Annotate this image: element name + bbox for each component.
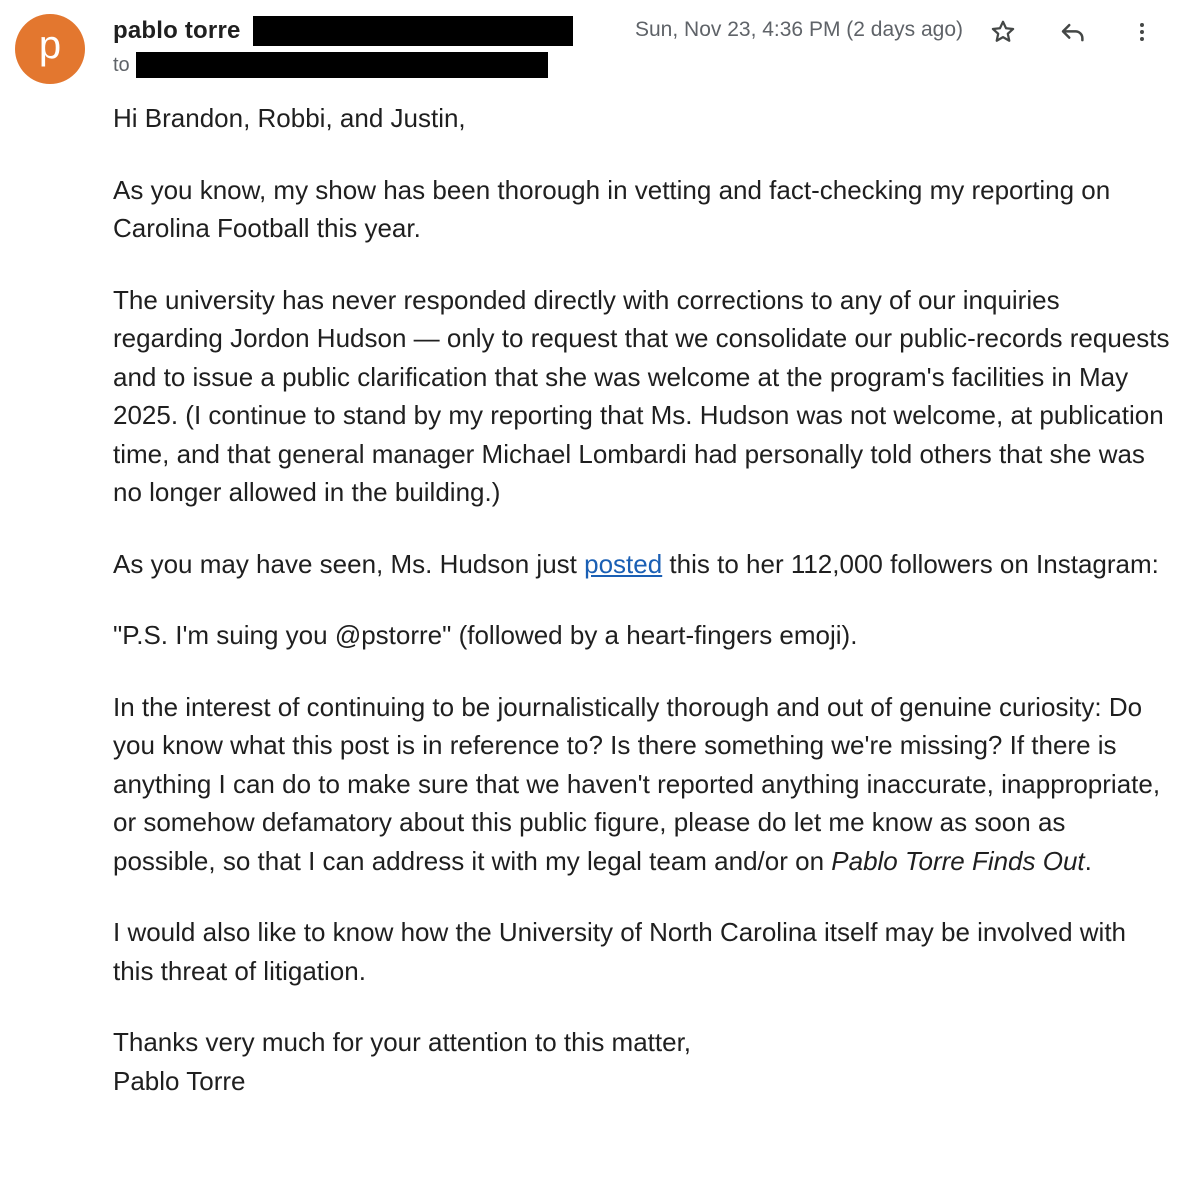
recipient-line	[113, 52, 548, 78]
email-body	[113, 99, 1173, 1100]
body-paragraph-6: I would also like to know how the University of North Carolina itself may be involved with this threat of litigation.	[113, 917, 1127, 986]
recipient-label: to	[113, 53, 130, 76]
sender-name[interactable]: pablo torre	[113, 17, 241, 44]
sender-line	[113, 16, 573, 46]
redacted-sender-email	[253, 16, 573, 46]
signature: Pablo Torre	[113, 1065, 246, 1096]
more-vert-icon	[1130, 18, 1154, 46]
quoted-post: "P.S. I'm suing you @pstorre" (followed by a heart-fingers emoji).	[113, 620, 858, 650]
reply-button[interactable]	[1055, 14, 1091, 50]
greeting: Hi Brandon, Robbi, and Justin,	[113, 103, 466, 133]
body-paragraph-3	[113, 545, 1173, 584]
more-options-button[interactable]	[1124, 14, 1160, 50]
paragraph-3-text-after: this to her 112,000 followers on Instagram:	[662, 548, 1159, 579]
star-icon	[989, 18, 1017, 46]
paragraph-3-text-before: As you may have seen, Ms. Hudson just	[113, 548, 585, 579]
timestamp: Sun, Nov 23, 4:36 PM (2 days ago)	[635, 18, 964, 41]
body-paragraph-5	[113, 688, 1173, 881]
body-paragraph-1: As you know, my show has been thorough in vetting and fact-checking my reporting on Carolina Football this year.	[113, 174, 1111, 243]
reply-icon	[1058, 17, 1088, 47]
avatar[interactable]	[15, 14, 85, 84]
show-title: Pablo Torre Finds Out	[831, 845, 1085, 876]
paragraph-5-text-before: In the interest of continuing to be journalistically thorough and out of genuine curiosity: Do you know what this post is in reference to? Is there something we're missing? If there is anything I can do to make sure that we haven't reported anything inaccurate, inappropriate, or somehow defamatory about this public figure, please do let me know as soon as possible, so that I can address it with my legal team and/or on	[113, 691, 1161, 876]
posted-link[interactable]: posted	[584, 548, 663, 579]
closing: Thanks very much for your attention to this matter,	[113, 1027, 692, 1057]
body-paragraph-2: The university has never responded directly with corrections to any of our inquiries regarding Jordon Hudson — only to request that we consolidate our public-records requests and to issue a public clarification that she was welcome at the program's facilities in May 2025. (I continue to stand by my reporting that Ms. Hudson was not welcome, at publication time, and that general manager Michael Lombardi had personally told others that she was no longer allowed in the building.)	[113, 284, 1170, 507]
redacted-recipients	[136, 52, 548, 78]
star-button[interactable]	[985, 14, 1021, 50]
avatar-letter: p	[38, 23, 62, 67]
paragraph-5-text-after: .	[1084, 845, 1092, 876]
